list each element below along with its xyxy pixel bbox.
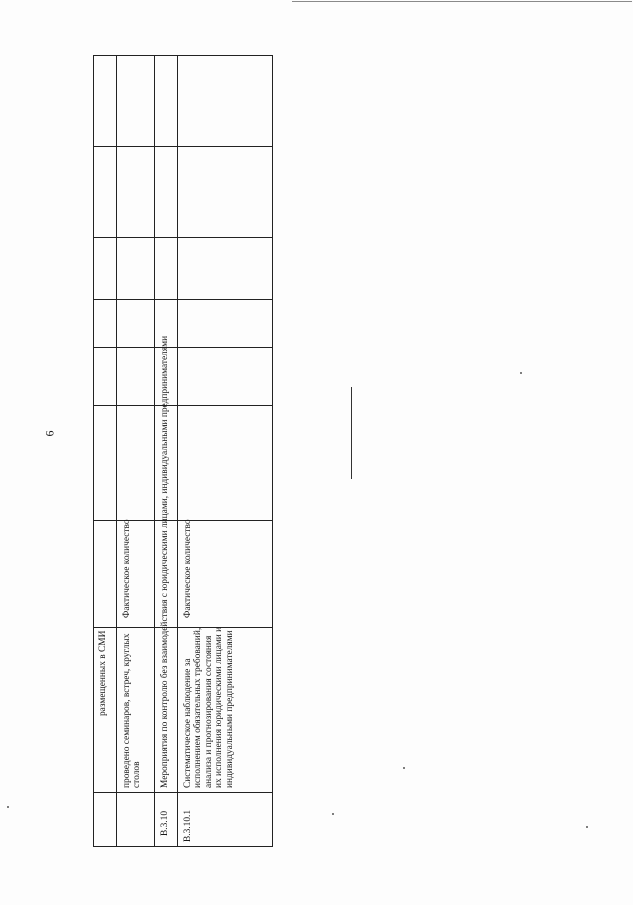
cell-seminars-unit: Фактическое количество (122, 519, 132, 618)
scan-speck (586, 826, 588, 828)
top-edge-line (292, 1, 632, 2)
page-number: 6 (42, 430, 57, 437)
cell-b3101-code: В.3.10.1 (183, 809, 193, 842)
column-line (94, 299, 272, 300)
scan-speck (7, 806, 9, 808)
column-line (94, 146, 272, 147)
row-line (177, 56, 178, 846)
scan-speck (332, 813, 334, 815)
column-line (94, 405, 272, 406)
cell-b310-title: Мероприятия по контролю без взаимодействия с юридическими лицами, индивидуальными предпринимателями (160, 335, 170, 788)
column-line (94, 347, 272, 348)
column-line (94, 237, 272, 238)
cell-b310-code: В.3.10 (160, 810, 170, 836)
cell-b3101-text: Систематическое наблюдение за исполнением обязательных требований, анализа и прогнозирования состояния их исполнения юридическими лицами и индивидуальными предпринимателями (183, 626, 235, 788)
report-table (93, 55, 273, 847)
cell-seminars-text: проведено семинаров, встреч, круглых столов (122, 633, 143, 788)
vertical-rule (351, 387, 352, 479)
cell-b3101-unit: Фактическое количество (183, 519, 193, 618)
column-line (94, 792, 272, 793)
scan-speck (520, 372, 522, 374)
cell-smi-text: размещенных в СМИ (98, 630, 108, 716)
scan-speck (403, 767, 405, 769)
row-line (154, 56, 155, 846)
row-line (116, 56, 117, 846)
